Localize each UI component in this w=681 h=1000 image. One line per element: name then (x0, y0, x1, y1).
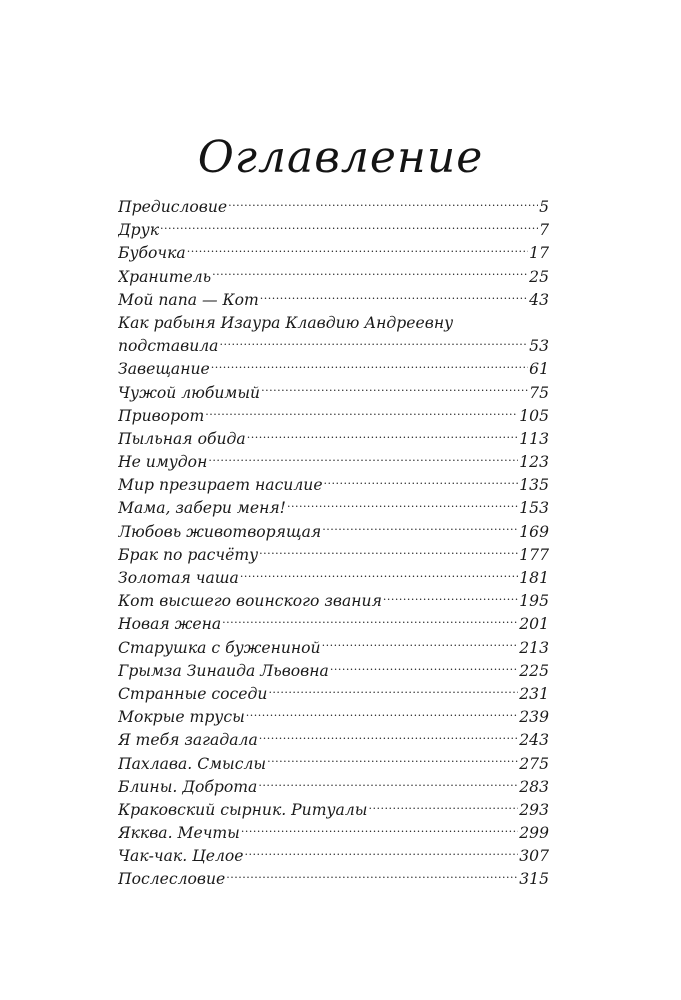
toc-entry-title: Завещание (118, 360, 210, 379)
toc-entry-page-number: 25 (529, 267, 549, 286)
toc-entry-page-number: 243 (519, 731, 549, 750)
toc-entry-row (118, 590, 549, 613)
toc-entry-page-number: 7 (539, 221, 549, 240)
toc-entry-page-number: 135 (519, 476, 549, 495)
toc-entry-title: Чужой любимый (118, 383, 261, 402)
toc-entry-title: Пахлава. Смыслы (118, 754, 267, 773)
toc-entry[interactable] (118, 242, 549, 265)
dot-leader (160, 220, 538, 236)
toc-entry-title: Предисловие (118, 198, 228, 216)
toc-entry-row (118, 196, 549, 219)
dot-leader (268, 683, 518, 699)
page-title: Оглавление (197, 132, 484, 183)
toc-entry[interactable] (118, 637, 549, 660)
toc-entry-page-number: 315 (519, 870, 549, 889)
toc-entry-title: Не имудон (118, 453, 208, 472)
toc-entry[interactable] (118, 683, 549, 706)
toc-entry-page-number: 43 (529, 290, 549, 309)
toc-entry-title: Друк (118, 221, 160, 240)
dot-leader (324, 475, 519, 491)
toc-entry-row (118, 729, 549, 752)
toc-entry[interactable] (118, 474, 549, 497)
dot-leader (205, 405, 518, 421)
toc-entry-page-number: 105 (519, 406, 549, 425)
toc-entry-row (118, 266, 549, 289)
toc-entry[interactable] (118, 822, 549, 845)
toc-entry-title: Брак по расчёту (118, 545, 259, 564)
toc-entry[interactable] (118, 405, 549, 428)
toc-entry-title: Мама, забери меня! (118, 499, 286, 518)
toc-entry-title: Кот высшего воинского звания (118, 592, 382, 611)
dot-leader (368, 799, 518, 815)
toc-entry-title: Пыльная обида (118, 429, 246, 448)
toc-entry-row (118, 382, 549, 405)
dot-leader (322, 637, 519, 653)
dot-leader (187, 243, 528, 259)
toc-entry-page-number: 153 (519, 499, 549, 518)
toc-entry-title: Приворот (118, 406, 205, 425)
toc-entry[interactable] (118, 567, 549, 590)
toc-entry-title: Странные соседи (118, 684, 268, 703)
toc-entry-title: Якква. Мечты (118, 824, 240, 843)
toc-entry-page-number: 275 (519, 754, 549, 773)
toc-entry-row (118, 845, 549, 868)
toc-entry-row (118, 242, 549, 265)
dot-leader (212, 266, 528, 282)
toc-entry[interactable] (118, 451, 549, 474)
toc-entry-title: Послесловие (118, 870, 226, 889)
dot-leader (383, 591, 518, 607)
toc-entry-row (118, 706, 549, 729)
dot-leader (247, 428, 519, 444)
toc-entry[interactable] (118, 613, 549, 636)
toc-entry-title: Мир презирает насилие (118, 476, 323, 495)
toc-entry[interactable] (118, 219, 549, 242)
toc-entry-page-number: 293 (519, 800, 549, 819)
toc-entry[interactable] (118, 428, 549, 451)
toc-entry-page-number: 113 (519, 429, 549, 448)
toc-entry[interactable] (118, 868, 549, 891)
toc-entry-row (118, 637, 549, 660)
toc-entry-page-number: 169 (519, 522, 549, 541)
dot-leader (226, 869, 518, 885)
toc-entry-page-number: 201 (519, 615, 549, 634)
toc-entry-title: Новая жена (118, 615, 222, 634)
toc-entry-row (118, 776, 549, 799)
toc-entry-row (118, 335, 549, 358)
toc-entry-row (118, 428, 549, 451)
toc-entry-page-number: 195 (519, 592, 549, 611)
toc-entry-row (118, 822, 549, 845)
dot-leader (228, 196, 538, 212)
toc-entry-title: Бубочка (118, 244, 186, 263)
dot-leader (261, 382, 528, 398)
toc-entry-row (118, 683, 549, 706)
toc-entry[interactable] (118, 358, 549, 381)
toc-entry-page-number: 53 (529, 337, 549, 356)
dot-leader (330, 660, 518, 676)
dot-leader (258, 776, 518, 792)
dot-leader (245, 846, 519, 862)
toc-entry-row (118, 544, 549, 567)
dot-leader (246, 707, 518, 723)
toc-entry-title-line1: Как рабыня Изаура Клавдию Андреевну (118, 313, 454, 332)
toc-entry-page-number: 181 (519, 569, 549, 588)
toc-entry-title: Я тебя загадала (118, 731, 258, 750)
dot-leader (287, 498, 518, 514)
toc-entry[interactable] (118, 521, 549, 544)
toc-entry[interactable] (118, 729, 549, 752)
toc-entry[interactable] (118, 289, 549, 312)
toc-entry-page-number: 75 (529, 383, 549, 402)
toc-entry[interactable] (118, 497, 549, 520)
dot-leader (208, 452, 518, 468)
toc-entry[interactable] (118, 845, 549, 868)
toc-entry[interactable] (118, 706, 549, 729)
toc-entry[interactable] (118, 382, 549, 405)
toc-entry-title: Блины. Доброта (118, 777, 258, 796)
table-of-contents (118, 196, 549, 892)
toc-entry-page-number: 239 (519, 708, 549, 727)
toc-entry-row (118, 799, 549, 822)
toc-entry-row (118, 451, 549, 474)
toc-entry-row (118, 613, 549, 636)
dot-leader (322, 521, 518, 537)
toc-entry-row (118, 753, 549, 776)
toc-entry-page-number: 5 (539, 198, 549, 216)
toc-entry[interactable] (118, 776, 549, 799)
toc-entry-title: Хранитель (118, 267, 212, 286)
toc-entry-row (118, 868, 549, 891)
toc-entry[interactable] (118, 266, 549, 289)
toc-entry-row (118, 660, 549, 683)
dot-leader (241, 823, 518, 839)
toc-entry[interactable] (118, 799, 549, 822)
toc-entry-page-number: 61 (529, 360, 549, 379)
toc-entry-title: Краковский сырник. Ритуалы (118, 800, 368, 819)
dot-leader (267, 753, 518, 769)
toc-entry[interactable] (118, 753, 549, 776)
toc-entry-title: Мокрые трусы (118, 708, 245, 727)
toc-entry-page-number: 231 (519, 684, 549, 703)
toc-entry-page-number: 299 (519, 824, 549, 843)
toc-entry-row (118, 358, 549, 381)
toc-entry-row (118, 405, 549, 428)
toc-entry-page-number: 17 (529, 244, 549, 263)
toc-entry-row (118, 567, 549, 590)
dot-leader (219, 336, 528, 352)
toc-entry[interactable] (118, 312, 549, 358)
toc-entry-title: Грымза Зинаида Львовна (118, 661, 329, 680)
toc-entry[interactable] (118, 544, 549, 567)
toc-entry-title: Чак-чак. Целое (118, 847, 244, 866)
toc-entry-title: Любовь животворящая (118, 522, 322, 541)
toc-entry-row (118, 219, 549, 242)
toc-entry[interactable] (118, 590, 549, 613)
dot-leader (211, 359, 528, 375)
dot-leader (260, 289, 528, 305)
toc-entry-title: Золотая чаша (118, 569, 239, 588)
toc-entry[interactable] (118, 660, 549, 683)
toc-entry-page-number: 225 (519, 661, 549, 680)
dot-leader (259, 544, 518, 560)
dot-leader (240, 567, 518, 583)
toc-entry-title: Мой папа — Кот (118, 290, 259, 309)
toc-entry-page-number: 283 (519, 777, 549, 796)
toc-entry-page-number: 123 (519, 453, 549, 472)
toc-entry-page-number: 213 (519, 638, 549, 657)
toc-entry-title: Старушка с бужениной (118, 638, 321, 657)
toc-entry-row (118, 474, 549, 497)
toc-entry-page-number: 177 (519, 545, 549, 564)
toc-entry-page-number: 307 (519, 847, 549, 866)
dot-leader (222, 614, 518, 630)
toc-entry-row (118, 497, 549, 520)
dot-leader (259, 730, 518, 746)
toc-entry-row (118, 289, 549, 312)
toc-entry-row (118, 521, 549, 544)
toc-entry[interactable] (118, 196, 549, 219)
toc-entry-title: подставила (118, 337, 219, 356)
